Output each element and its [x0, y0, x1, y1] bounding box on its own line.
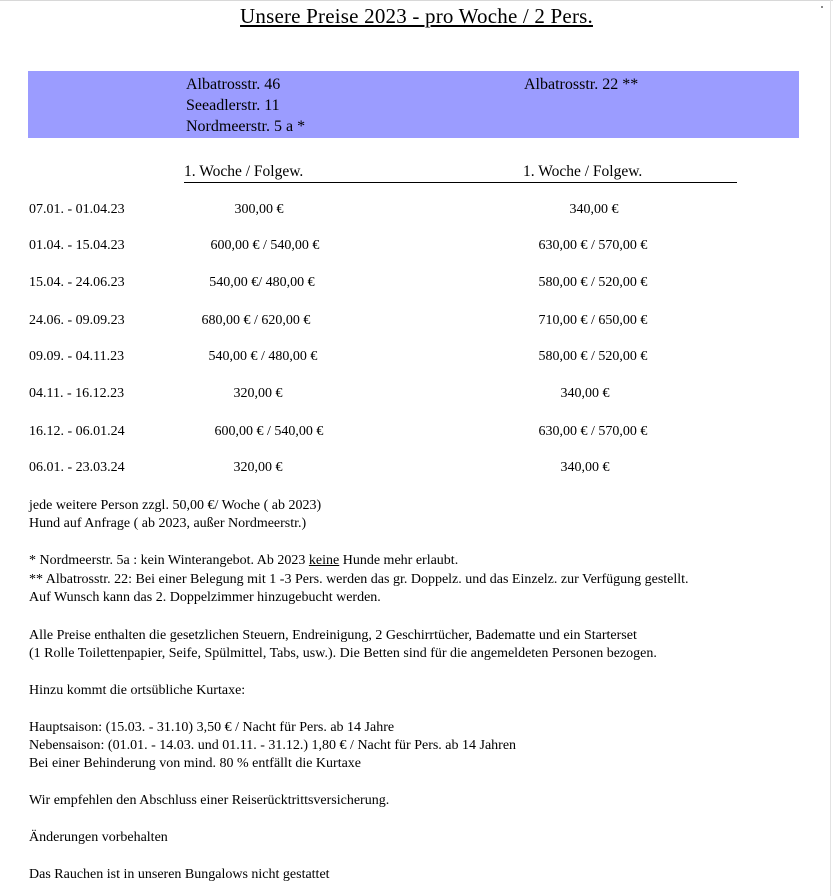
column-header-2: 1. Woche / Folgew.	[523, 163, 737, 183]
note-albatrosstr: ** Albatrosstr. 22: Bei einer Belegung mit 1 -3 Pers. werden das gr. Doppelz. und das Einzelz. zur Verfügung gestellt.	[29, 572, 689, 587]
price-cell-2: 580,00 € / 520,00 €	[538, 275, 648, 290]
period-cell: 16.12. - 06.01.24	[29, 424, 125, 439]
price-cell-1: 300,00 €	[234, 202, 284, 217]
note-changes: Änderungen vorbehalten	[29, 830, 168, 845]
price-cell-2: 630,00 € / 570,00 €	[538, 424, 648, 439]
note-dog: Hund auf Anfrage ( ab 2023, außer Nordmeerstr.)	[29, 516, 307, 531]
note-text: * Nordmeerstr. 5a : kein Winterangebot. Ab 2023	[29, 553, 309, 568]
price-cell-2: 630,00 € / 570,00 €	[538, 238, 648, 253]
note-smoking: Das Rauchen ist in unseren Bungalows nicht gestattet	[29, 867, 330, 882]
page-right-border	[830, 0, 831, 896]
period-cell: 06.01. - 23.03.24	[29, 460, 125, 475]
note-albatrosstr-2: Auf Wunsch kann das 2. Doppelzimmer hinzugebucht werden.	[29, 590, 381, 605]
price-row	[0, 313, 833, 333]
price-row	[0, 275, 833, 295]
note-extra-person: jede weitere Person zzgl. 50,00 €/ Woche ( ab 2023)	[29, 498, 322, 513]
price-cell-1: 540,00 €/ 480,00 €	[209, 275, 315, 290]
banner-address: Seeadlerstr. 11	[186, 97, 280, 114]
price-cell-1: 600,00 € / 540,00 €	[214, 424, 324, 439]
note-included-2: (1 Rolle Toilettenpapier, Seife, Spülmittel, Tabs, usw.). Die Betten sind für die angemeldeten Personen bezogen.	[29, 646, 657, 661]
price-cell-2: 340,00 €	[560, 460, 610, 475]
banner-address: Nordmeerstr. 5 a *	[186, 118, 306, 135]
note-kurtaxe: Hinzu kommt die ortsübliche Kurtaxe:	[29, 683, 246, 698]
price-row	[0, 386, 833, 406]
price-row	[0, 238, 833, 258]
price-cell-2: 340,00 €	[560, 386, 610, 401]
period-cell: 09.09. - 04.11.23	[29, 349, 125, 364]
banner-address: Albatrosstr. 22 **	[524, 76, 639, 93]
note-nordmeerstr	[29, 552, 458, 570]
page-top-border	[0, 0, 833, 1]
period-cell: 07.01. - 01.04.23	[29, 202, 125, 217]
period-cell: 01.04. - 15.04.23	[29, 238, 125, 253]
price-cell-1: 320,00 €	[233, 386, 283, 401]
banner-address: Albatrosstr. 46	[186, 76, 281, 93]
note-included: Alle Preise enthalten die gesetzlichen Steuern, Endreinigung, 2 Geschirrtücher, Badematte und ein Starterset	[29, 628, 637, 643]
note-underlined-word: keine	[308, 553, 340, 568]
price-row	[0, 349, 833, 369]
price-cell-1: 540,00 € / 480,00 €	[208, 349, 318, 364]
banner-address-group-1	[186, 74, 305, 137]
column-header-1: 1. Woche / Folgew.	[184, 163, 528, 183]
period-cell: 04.11. - 16.12.23	[29, 386, 125, 401]
price-cell-1: 600,00 € / 540,00 €	[210, 238, 320, 253]
price-cell-2: 710,00 € / 650,00 €	[538, 313, 648, 328]
note-hauptsaison: Hauptsaison: (15.03. - 31.10) 3,50 € / Nacht für Pers. ab 14 Jahre	[29, 720, 395, 735]
price-cell-2: 580,00 € / 520,00 €	[538, 349, 648, 364]
banner-address-group-2	[524, 74, 638, 95]
page-title: Unsere Preise 2023 - pro Woche / 2 Pers.	[240, 4, 593, 28]
period-cell: 15.04. - 24.06.23	[29, 275, 125, 290]
note-behinderung: Bei einer Behinderung von mind. 80 % entfällt die Kurtaxe	[29, 756, 362, 771]
address-banner	[28, 71, 799, 138]
period-cell: 24.06. - 09.09.23	[29, 313, 125, 328]
note-nebensaison: Nebensaison: (01.01. - 14.03. und 01.11. - 31.12.) 1,80 € / Nacht für Pers. ab 14 Jahren	[29, 738, 517, 753]
note-insurance: Wir empfehlen den Abschluss einer Reiserücktrittsversicherung.	[29, 793, 390, 808]
note-text: Hunde mehr erlaubt.	[339, 553, 459, 568]
price-cell-2: 340,00 €	[569, 202, 619, 217]
price-row	[0, 202, 833, 222]
price-row	[0, 424, 833, 444]
price-cell-1: 320,00 €	[233, 460, 283, 475]
price-cell-1: 680,00 € / 620,00 €	[201, 313, 311, 328]
price-row	[0, 460, 833, 480]
